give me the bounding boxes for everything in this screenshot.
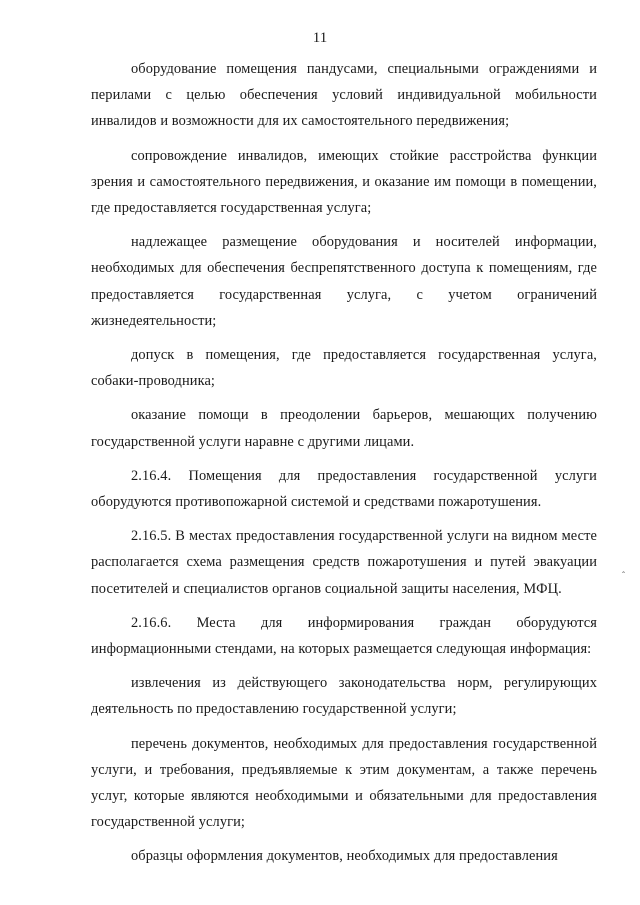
paragraph-equipment-placement: надлежащее размещение оборудования и носителей информации, необходимых для обеспечения беспрепятственного доступа к помещениям, где предоставляется государственная услуга, с учетом ограничений жизнедеятельности; [91,234,597,329]
paragraph-2-16-6-information-stands: 2.16.6. Места для информирования граждан оборудуются информационными стендами, на которых размещается следующая информация: [91,614,597,658]
paragraph-2-16-5-evacuation-scheme: 2.16.5. В местах предоставления государственной услуги на видном месте располагается схема размещения средств пожаротушения и путей эвакуации посетителей и специалистов органов социальной защиты населения, МФЦ. [91,528,597,597]
paragraph-legislation-extracts: извлечения из действующего законодательства норм, регулирующих деятельность по предоставлению государственной услуги; [91,675,597,718]
paragraph-list-of-documents: перечень документов, необходимых для предоставления государственной услуги, и требования, предъявляемые к этим документам, а также перечень услуг, которые являются необходимыми и обязательными для предоставления государственной услуги; [91,735,597,831]
scan-speck: ˆ [622,570,625,580]
page-number: 11 [312,30,328,46]
paragraph-ramps-and-railings: оборудование помещения пандусами, специальными ограждениями и перилами с целью обеспечения условий индивидуальной мобильности инвалидов и возможности для их самостоятельного передвижения; [91,61,597,130]
paragraph-2-16-4-fire-protection: 2.16.4. Помещения для предоставления государственной услуги оборудуются противопожарной системой и средствами пожаротушения. [91,467,597,511]
paragraph-document-samples: образцы оформления документов, необходимых для предоставления [131,848,558,865]
paragraph-guide-dog-access: допуск в помещения, где предоставляется государственная услуга, собаки-проводника; [91,347,597,390]
document-body [91,56,597,878]
paragraph-escort-of-disabled: сопровождение инвалидов, имеющих стойкие расстройства функции зрения и самостоятельного передвижения, и оказание им помощи в помещении, где предоставляется государственная услуга; [91,147,597,217]
paragraph-barrier-assistance: оказание помощи в преодолении барьеров, мешающих получению государственной услуги наравне с другими лицами. [91,407,597,450]
